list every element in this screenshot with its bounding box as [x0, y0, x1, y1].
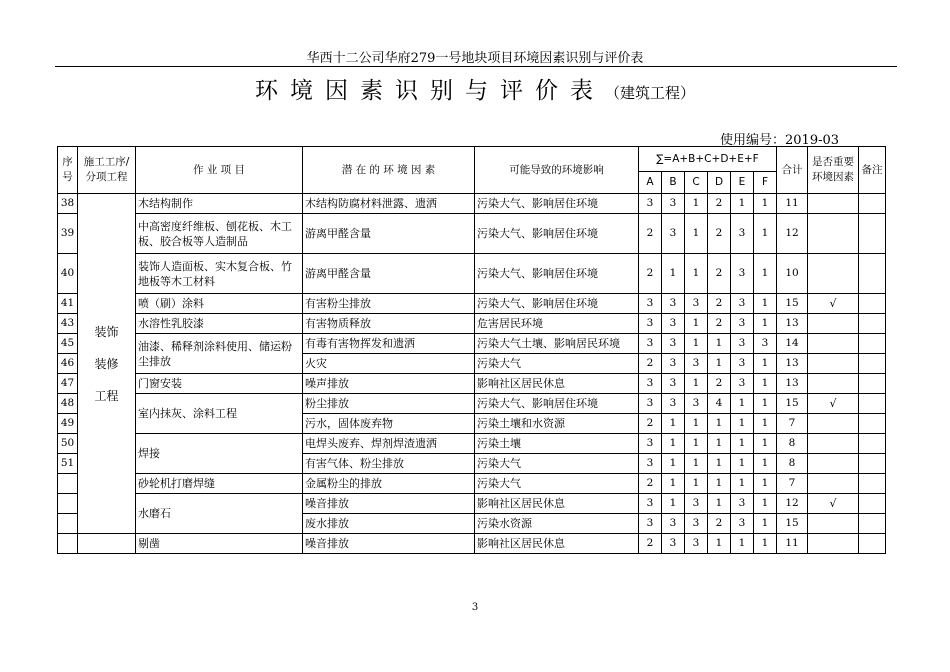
- row-number: 51: [58, 454, 78, 474]
- score-cell: 3: [731, 514, 754, 534]
- score-cell: 1: [662, 474, 685, 494]
- remark-cell: [859, 214, 886, 254]
- significant-cell: [808, 194, 859, 214]
- factor-cell: 粉尘排放: [303, 394, 475, 414]
- total-cell: 8: [777, 454, 808, 474]
- significant-cell: √: [808, 294, 859, 314]
- score-cell: 1: [708, 354, 731, 374]
- col-header-total: 合计: [777, 147, 808, 194]
- total-cell: 12: [777, 214, 808, 254]
- score-cell: 2: [639, 534, 662, 554]
- score-cell: 3: [685, 294, 708, 314]
- score-cell: 1: [685, 314, 708, 334]
- impact-cell: 污染大气: [475, 454, 639, 474]
- total-cell: 13: [777, 374, 808, 394]
- impact-cell: 影响社区居民休息: [475, 534, 639, 554]
- impact-cell: 污染大气、影响居住环境: [475, 214, 639, 254]
- factor-cell: 噪声排放: [303, 374, 475, 394]
- table-body: [58, 147, 886, 554]
- page-number: 3: [471, 602, 479, 613]
- score-cell: 1: [754, 394, 777, 414]
- activity-cell: 室内抹灰、涂料工程: [136, 394, 303, 434]
- total-cell: 14: [777, 334, 808, 354]
- remark-cell: [859, 394, 886, 414]
- impact-cell: 污染大气土壤、影响居民环境: [475, 334, 639, 354]
- factor-cell: 木结构防腐材料泄露、遗洒: [303, 194, 475, 214]
- row-number: [58, 514, 78, 534]
- row-number: 41: [58, 294, 78, 314]
- score-cell: 2: [708, 294, 731, 314]
- stage-cell: [78, 194, 136, 534]
- table-row: [58, 434, 886, 454]
- score-cell: 1: [685, 374, 708, 394]
- score-cell: 1: [754, 374, 777, 394]
- factor-cell: 游离甲醛含量: [303, 254, 475, 294]
- remark-cell: [859, 494, 886, 514]
- factor-cell: 电焊头废弃、焊剂焊渣遗洒: [303, 434, 475, 454]
- significant-cell: [808, 534, 859, 554]
- activity-cell: 装饰人造面板、实木复合板、竹地板等木工材料: [136, 254, 303, 294]
- remark-cell: [859, 454, 886, 474]
- stage-label: 装饰: [94, 324, 119, 339]
- col-header-e: E: [731, 172, 754, 194]
- score-cell: 1: [731, 454, 754, 474]
- score-cell: 2: [639, 214, 662, 254]
- score-cell: 3: [639, 434, 662, 454]
- table-row: [58, 254, 886, 294]
- score-cell: 2: [708, 374, 731, 394]
- activity-cell: 门窗安装: [136, 374, 303, 394]
- score-cell: 1: [731, 474, 754, 494]
- col-header-factor: 潜 在 的 环 境 因 素: [303, 147, 475, 194]
- score-cell: 3: [731, 294, 754, 314]
- factor-cell: 有毒有害物挥发和遗洒: [303, 334, 475, 354]
- col-header-c: C: [685, 172, 708, 194]
- impact-cell: 危害居民环境: [475, 314, 639, 334]
- score-cell: 2: [708, 314, 731, 334]
- table-row: [58, 294, 886, 314]
- significant-cell: [808, 374, 859, 394]
- col-header-a: A: [639, 172, 662, 194]
- significant-cell: [808, 454, 859, 474]
- score-cell: 1: [662, 414, 685, 434]
- score-cell: 1: [754, 314, 777, 334]
- header-rule: [55, 66, 897, 67]
- factor-cell: 游离甲醛含量: [303, 214, 475, 254]
- document-title: [0, 72, 950, 105]
- row-number: 40: [58, 254, 78, 294]
- score-cell: 1: [685, 194, 708, 214]
- table-row: [58, 194, 886, 214]
- score-cell: 2: [639, 414, 662, 434]
- score-cell: 3: [639, 294, 662, 314]
- score-cell: 1: [685, 434, 708, 454]
- document-header: 华西十二公司华府279一号地块项目环境因素识别与评价表: [306, 51, 644, 66]
- row-number: 49: [58, 414, 78, 434]
- remark-cell: [859, 374, 886, 394]
- total-cell: 12: [777, 494, 808, 514]
- score-cell: 3: [662, 334, 685, 354]
- table-row: [58, 474, 886, 494]
- score-cell: 1: [731, 534, 754, 554]
- usage-code: 使用编号：2019-03: [720, 133, 840, 148]
- row-number: [58, 494, 78, 514]
- table-row: [58, 394, 886, 414]
- table-row: [58, 334, 886, 354]
- significant-cell: [808, 434, 859, 454]
- impact-cell: 污染大气、影响居住环境: [475, 294, 639, 314]
- score-cell: 1: [708, 534, 731, 554]
- score-cell: 3: [662, 194, 685, 214]
- activity-cell: 油漆、稀释剂涂料使用、储运粉尘排放: [136, 334, 303, 374]
- remark-cell: [859, 314, 886, 334]
- row-number: 47: [58, 374, 78, 394]
- significant-cell: [808, 334, 859, 354]
- impact-cell: 影响社区居民休息: [475, 494, 639, 514]
- score-cell: 1: [708, 474, 731, 494]
- factor-cell: 有害粉尘排放: [303, 294, 475, 314]
- score-cell: 1: [685, 254, 708, 294]
- activity-cell: 剔凿: [136, 534, 303, 554]
- score-cell: 3: [685, 534, 708, 554]
- score-cell: 3: [731, 334, 754, 354]
- score-cell: 3: [754, 334, 777, 354]
- score-cell: 1: [754, 254, 777, 294]
- remark-cell: [859, 414, 886, 434]
- activity-cell: 水溶性乳胶漆: [136, 314, 303, 334]
- remark-cell: [859, 294, 886, 314]
- score-cell: 3: [639, 454, 662, 474]
- total-cell: 15: [777, 294, 808, 314]
- table-row: [58, 494, 886, 514]
- score-cell: 1: [731, 414, 754, 434]
- score-cell: 2: [639, 474, 662, 494]
- impact-cell: 污染大气、影响居住环境: [475, 254, 639, 294]
- score-cell: 3: [639, 334, 662, 354]
- score-cell: 3: [662, 294, 685, 314]
- row-number: 50: [58, 434, 78, 454]
- row-number: 39: [58, 214, 78, 254]
- impact-cell: 污染大气: [475, 354, 639, 374]
- score-cell: 1: [708, 334, 731, 354]
- score-cell: 1: [754, 474, 777, 494]
- score-cell: 1: [754, 414, 777, 434]
- score-cell: 4: [708, 394, 731, 414]
- score-cell: 1: [708, 414, 731, 434]
- col-header-d: D: [708, 172, 731, 194]
- score-cell: 3: [662, 214, 685, 254]
- significant-cell: [808, 214, 859, 254]
- score-cell: 1: [685, 214, 708, 254]
- impact-cell: 污染大气、影响居住环境: [475, 394, 639, 414]
- remark-cell: [859, 334, 886, 354]
- significant-cell: [808, 314, 859, 334]
- table-row: [58, 374, 886, 394]
- stage-cell-empty: [78, 534, 136, 554]
- score-cell: 2: [639, 254, 662, 294]
- score-cell: 3: [662, 374, 685, 394]
- factor-cell: 废水排放: [303, 514, 475, 534]
- score-cell: 3: [662, 354, 685, 374]
- significant-cell: √: [808, 494, 859, 514]
- col-header-no: 序号: [58, 147, 78, 194]
- score-cell: 1: [754, 214, 777, 254]
- total-cell: 7: [777, 474, 808, 494]
- activity-cell: 中高密度纤维板、刨花板、木工板、胶合板等人造制品: [136, 214, 303, 254]
- col-header-activity: 作 业 项 目: [136, 147, 303, 194]
- impact-cell: 影响社区居民休息: [475, 374, 639, 394]
- score-cell: 3: [662, 314, 685, 334]
- significant-cell: [808, 354, 859, 374]
- score-cell: 3: [639, 194, 662, 214]
- remark-cell: [859, 434, 886, 454]
- factor-cell: 金属粉尘的排放: [303, 474, 475, 494]
- row-number: 48: [58, 394, 78, 414]
- score-cell: 2: [708, 194, 731, 214]
- row-number: 45: [58, 334, 78, 354]
- col-header-b: B: [662, 172, 685, 194]
- total-cell: 13: [777, 354, 808, 374]
- score-cell: 3: [731, 374, 754, 394]
- score-cell: 1: [708, 434, 731, 454]
- row-number: 38: [58, 194, 78, 214]
- remark-cell: [859, 474, 886, 494]
- score-cell: 1: [754, 194, 777, 214]
- score-cell: 1: [708, 454, 731, 474]
- score-cell: 2: [708, 214, 731, 254]
- impact-cell: 污染大气: [475, 474, 639, 494]
- significant-cell: [808, 254, 859, 294]
- col-header-remark: 备注: [859, 147, 886, 194]
- row-number: [58, 534, 78, 554]
- score-cell: 3: [639, 314, 662, 334]
- row-number: 43: [58, 314, 78, 334]
- factor-cell: 污水，固体废弃物: [303, 414, 475, 434]
- col-header-significant: 是否重要环境因素: [808, 147, 859, 194]
- total-cell: 7: [777, 414, 808, 434]
- score-cell: 3: [731, 354, 754, 374]
- score-cell: 1: [731, 434, 754, 454]
- activity-cell: 水磨石: [136, 494, 303, 534]
- significant-cell: [808, 414, 859, 434]
- total-cell: 15: [777, 394, 808, 414]
- remark-cell: [859, 534, 886, 554]
- score-cell: 1: [685, 454, 708, 474]
- score-cell: 1: [662, 434, 685, 454]
- score-cell: 2: [708, 254, 731, 294]
- score-cell: 3: [685, 354, 708, 374]
- remark-cell: [859, 254, 886, 294]
- score-cell: 1: [754, 354, 777, 374]
- score-cell: 1: [685, 474, 708, 494]
- score-cell: 1: [754, 294, 777, 314]
- score-cell: 3: [731, 214, 754, 254]
- score-cell: 2: [708, 514, 731, 534]
- score-cell: 3: [731, 494, 754, 514]
- score-cell: 1: [662, 494, 685, 514]
- factor-cell: 噪音排放: [303, 494, 475, 514]
- total-cell: 13: [777, 314, 808, 334]
- score-cell: 1: [731, 394, 754, 414]
- title-main: 环境因素识别与评价表: [254, 78, 605, 104]
- impact-cell: 污染水资源: [475, 514, 639, 534]
- total-cell: 11: [777, 534, 808, 554]
- remark-cell: [859, 354, 886, 374]
- col-header-f: F: [754, 172, 777, 194]
- evaluation-table: [57, 146, 886, 554]
- score-cell: 2: [639, 354, 662, 374]
- factor-cell: 有害物质释放: [303, 314, 475, 334]
- score-cell: 3: [685, 394, 708, 414]
- score-cell: 1: [708, 494, 731, 514]
- score-cell: 1: [754, 494, 777, 514]
- stage-label: 工程: [94, 388, 119, 403]
- impact-cell: 污染大气、影响居住环境: [475, 194, 639, 214]
- row-number: [58, 474, 78, 494]
- factor-cell: 噪音排放: [303, 534, 475, 554]
- total-cell: 15: [777, 514, 808, 534]
- score-cell: 3: [662, 394, 685, 414]
- col-header-impact: 可能导致的环境影响: [475, 147, 639, 194]
- table-row: [58, 314, 886, 334]
- activity-cell: 砂轮机打磨焊缝: [136, 474, 303, 494]
- activity-cell: 木结构制作: [136, 194, 303, 214]
- table-row: [58, 534, 886, 554]
- col-header-stage: 施工工序/分项工程: [78, 147, 136, 194]
- score-cell: 3: [731, 314, 754, 334]
- factor-cell: 火灾: [303, 354, 475, 374]
- score-cell: 3: [639, 374, 662, 394]
- activity-cell: 喷（刷）涂料: [136, 294, 303, 314]
- score-cell: 3: [662, 534, 685, 554]
- significant-cell: [808, 514, 859, 534]
- score-cell: 3: [639, 514, 662, 534]
- score-cell: 1: [685, 414, 708, 434]
- significant-cell: [808, 474, 859, 494]
- score-cell: 1: [662, 454, 685, 474]
- col-header-formula: ∑=A+B+C+D+E+F: [639, 147, 777, 172]
- score-cell: 1: [685, 334, 708, 354]
- title-sub: （建筑工程）: [604, 84, 695, 102]
- impact-cell: 污染土壤和水资源: [475, 414, 639, 434]
- stage-label: 装修: [94, 356, 119, 371]
- significant-cell: √: [808, 394, 859, 414]
- impact-cell: 污染土壤: [475, 434, 639, 454]
- score-cell: 1: [754, 434, 777, 454]
- score-cell: 1: [731, 194, 754, 214]
- factor-cell: 有害气体、粉尘排放: [303, 454, 475, 474]
- activity-cell: 焊接: [136, 434, 303, 474]
- remark-cell: [859, 514, 886, 534]
- remark-cell: [859, 194, 886, 214]
- table-row: [58, 214, 886, 254]
- score-cell: 3: [662, 514, 685, 534]
- score-cell: 1: [754, 454, 777, 474]
- score-cell: 3: [685, 514, 708, 534]
- total-cell: 8: [777, 434, 808, 454]
- score-cell: 1: [662, 254, 685, 294]
- score-cell: 3: [639, 394, 662, 414]
- score-cell: 3: [731, 254, 754, 294]
- total-cell: 11: [777, 194, 808, 214]
- score-cell: 1: [754, 534, 777, 554]
- score-cell: 1: [754, 514, 777, 534]
- total-cell: 10: [777, 254, 808, 294]
- score-cell: 3: [639, 494, 662, 514]
- score-cell: 3: [685, 494, 708, 514]
- row-number: 46: [58, 354, 78, 374]
